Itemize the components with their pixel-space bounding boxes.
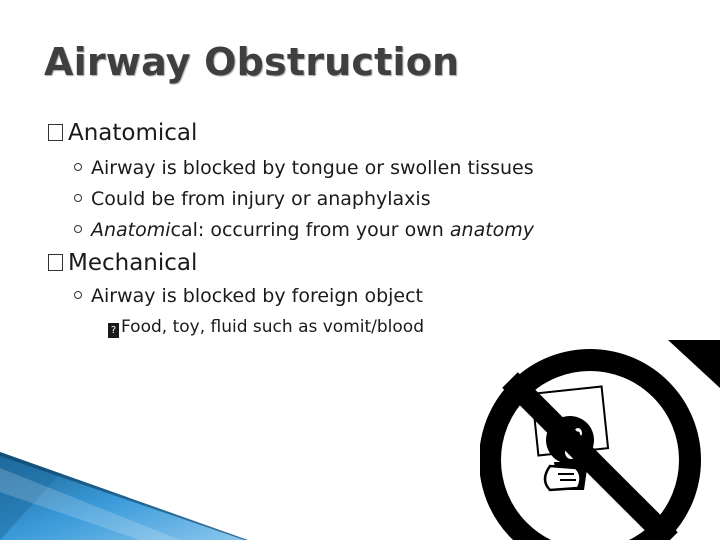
- section-mechanical: [48, 250, 197, 276]
- bullet-item: [74, 285, 423, 307]
- missing-glyph-icon: ?: [108, 323, 119, 338]
- empty-square-icon: [48, 124, 63, 141]
- bullet-item: [74, 157, 534, 179]
- bullet-text: Airway is blocked by foreign object: [91, 285, 424, 307]
- bullet-text: Airway is blocked by tongue or swollen tissues: [91, 157, 534, 179]
- empty-square-icon: [48, 254, 63, 271]
- slide-title: Airway Obstruction: [44, 40, 460, 84]
- ring-bullet-icon: [74, 291, 82, 299]
- ring-bullet-icon: [74, 194, 82, 202]
- section-label: Anatomical: [68, 120, 198, 146]
- ring-bullet-icon: [74, 163, 82, 171]
- bullet-item: [74, 188, 431, 210]
- bullet-italic-text: Anatomi: [91, 219, 171, 241]
- no-choking-sign-icon: [480, 340, 720, 540]
- sub-bullet-text: Food, toy, fluid such as vomit/blood: [121, 317, 424, 337]
- section-label: Mechanical: [68, 250, 198, 276]
- ring-bullet-icon: [74, 225, 82, 233]
- bullet-item: [74, 219, 534, 241]
- bullet-text: Could be from injury or anaphylaxis: [91, 188, 431, 210]
- sub-bullet-item: [108, 317, 424, 337]
- bullet-text: cal: occurring from your own: [170, 219, 450, 241]
- section-anatomical: [48, 120, 197, 146]
- bullet-italic-text: anatomy: [449, 219, 535, 241]
